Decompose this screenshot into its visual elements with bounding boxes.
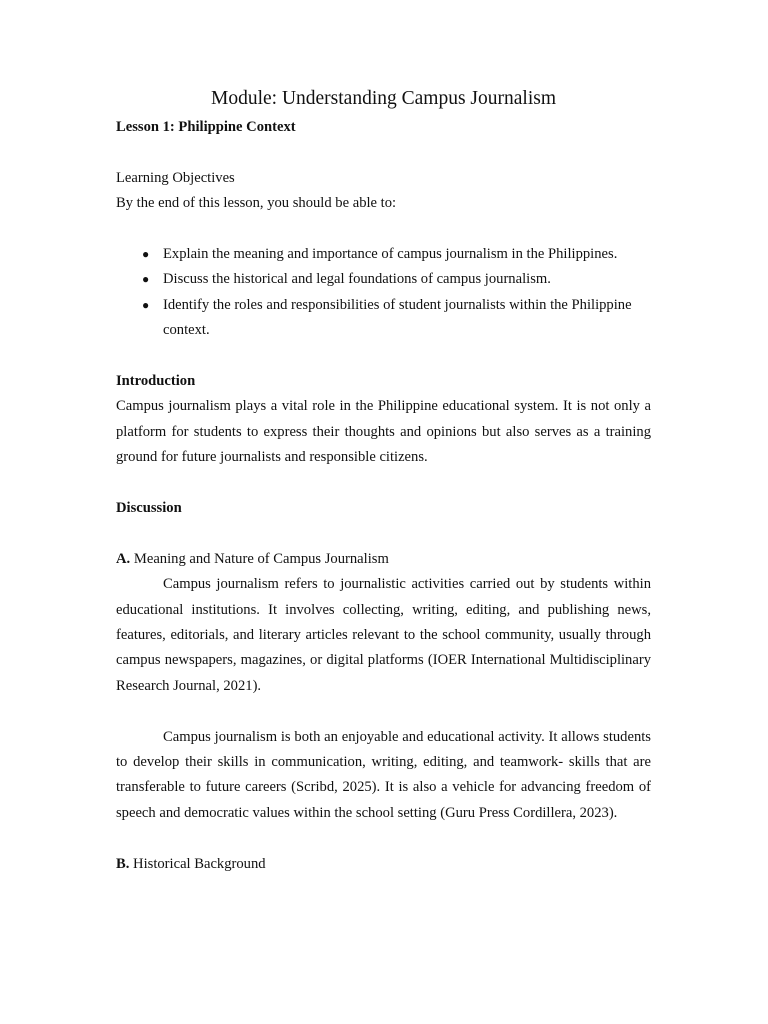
- document-page: [116, 86, 651, 877]
- introduction-heading: Introduction: [116, 373, 196, 390]
- spacer: [116, 699, 651, 724]
- list-item: [116, 267, 651, 292]
- lesson-heading: Lesson 1: Philippine Context: [116, 119, 296, 135]
- section-a-letter: A.: [116, 550, 131, 567]
- bullet-icon: ●: [142, 272, 150, 287]
- objectives-intro: By the end of this lesson, you should be able to:: [116, 195, 397, 212]
- section-a-title: Meaning and Nature of Campus Journalism: [133, 550, 389, 567]
- list-item: [116, 293, 651, 344]
- list-item: [116, 242, 651, 267]
- spacer: [116, 344, 651, 369]
- objective-text: Identify the roles and responsibilities of student journalists within the Philippine context.: [163, 296, 632, 339]
- section-b-letter: B.: [116, 855, 130, 872]
- spacer: [116, 826, 651, 851]
- bullet-icon: ●: [142, 297, 150, 312]
- discussion-heading: Discussion: [116, 500, 182, 517]
- section-a-paragraph-2: Campus journalism is both an enjoyable and educational activity. It allows students to develop their skills in communication, writing, editing, and teamwork- skills that are transferable to future careers (Scribd, 2025). It is also a vehicle for advancing freedom of speech and democratic values within the school setting (Guru Press Cordillera, 2023).: [116, 728, 651, 821]
- objectives-heading: Learning Objectives: [116, 169, 235, 186]
- spacer: [116, 521, 651, 546]
- introduction-paragraph: Campus journalism plays a vital role in the Philippine educational system. It is not only a platform for students to express their thoughts and opinions but also serves as a training ground for future journalists and responsible citizens.: [116, 398, 651, 466]
- objective-text: Discuss the historical and legal foundations of campus journalism.: [163, 271, 551, 288]
- spacer: [116, 140, 651, 165]
- section-a-paragraph-1: Campus journalism refers to journalistic activities carried out by students within educational institutions. It involves collecting, writing, editing, and publishing news, features, editorials, and literary articles relevant to the school community, usually through campus newspapers, magazines, or digital platforms (IOER International Multidisciplinary Research Journal, 2021).: [116, 576, 651, 694]
- spacer: [116, 471, 651, 496]
- section-b-heading: [116, 852, 651, 877]
- objectives-list: [116, 242, 651, 344]
- bullet-icon: ●: [142, 247, 150, 261]
- section-a-heading: [116, 547, 651, 572]
- spacer: [116, 217, 651, 242]
- objective-text: Explain the meaning and importance of campus journalism in the Philippines.: [163, 246, 618, 262]
- section-b-title: Historical Background: [133, 855, 266, 872]
- page-title: Module: Understanding Campus Journalism: [210, 88, 556, 109]
